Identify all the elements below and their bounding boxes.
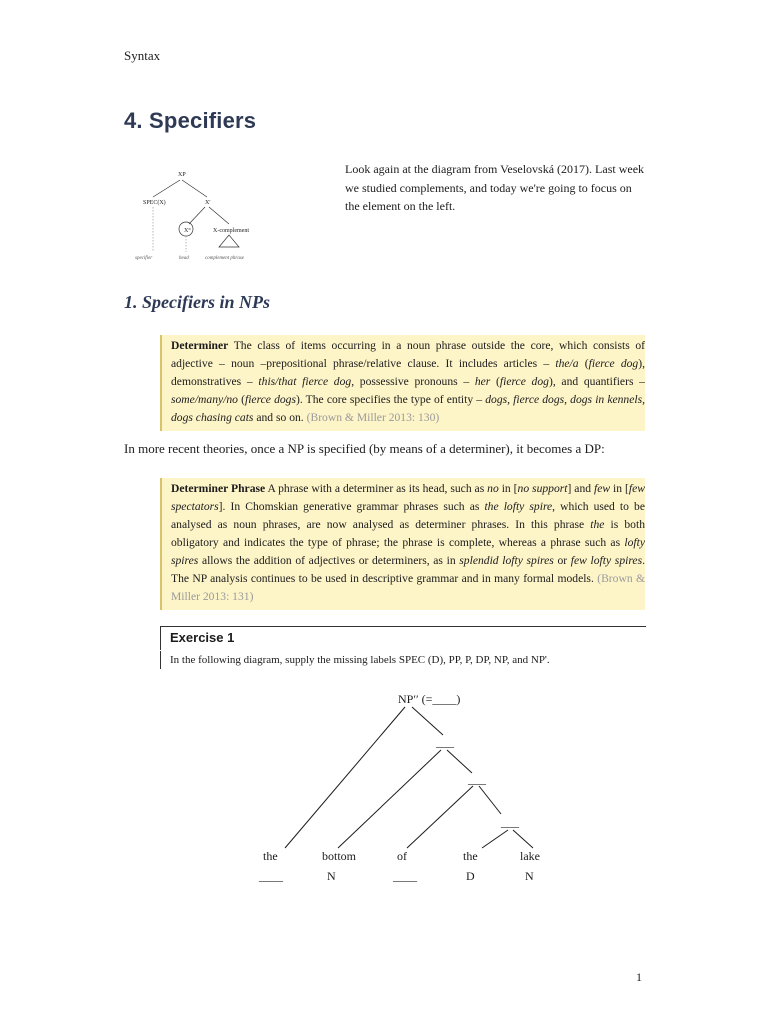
exercise-instruction: In the following diagram, supply the missing labels SPEC (D), PP, P, DP, NP, and NP'.: [160, 651, 550, 669]
determiner-term: Determiner: [171, 339, 229, 352]
tree-edge-n2-n3: [479, 786, 501, 814]
tree-tag-blank-2: ____: [393, 869, 417, 883]
running-header: Syntax: [124, 48, 161, 63]
tree-node-blank-3: ___: [501, 815, 519, 829]
fig-edge-xp-spec: [153, 180, 180, 197]
tree-edge-n1-bottom: [338, 750, 441, 848]
tree-word-the-1: the: [263, 849, 278, 863]
tree-tag-n-2: N: [525, 869, 534, 883]
tree-node-blank-2: ___: [468, 772, 486, 786]
fig-comp-label: X-complement: [213, 228, 249, 234]
determiner-citation: (Brown & Miller 2013: 130): [306, 411, 440, 424]
tree-word-of: of: [397, 849, 407, 863]
tree-edge-n2-of: [407, 786, 473, 848]
tree-node-blank-1: ___: [436, 735, 454, 749]
tree-word-lake: lake: [520, 849, 540, 863]
tree-tag-blank-1: ____: [259, 869, 283, 883]
tree-edge-n3-lake: [513, 830, 533, 848]
fig-edge-xbar-head: [189, 207, 205, 224]
fig-edge-xbar-comp: [209, 207, 229, 224]
intro-paragraph: Look again at the diagram from Veselovská (2017). Last week we studied complements, and today we're going to focus on the element on the left.: [345, 162, 645, 213]
fig-specifier-caption: specifier: [135, 256, 153, 261]
fig-head-caption: head: [179, 256, 189, 261]
tree-edge-root-the: [285, 707, 405, 848]
fig-edge-xp-xbar: [182, 180, 207, 197]
tree-tag-n-1: N: [327, 869, 336, 883]
fig-comp-triangle: [219, 235, 239, 247]
exercise-title: Exercise 1: [160, 626, 646, 650]
dp-intro-paragraph: In more recent theories, once a NP is specified (by means of a determiner), it becomes a DP:: [124, 441, 605, 456]
tree-tag-d: D: [466, 869, 475, 883]
determiner-definition-box: Determiner The class of items occurring in a noun phrase outside the core, which consists of adjective – noun –prepositional phrase/relative clause. It includes articles – the/a (fierce dog), demonstratives – this/that fierce dog, possessive pronouns – her (fierce dog), and quantifiers – some/many/no (fierce dogs). The core specifies the type of entity – dogs, fierce dogs, dogs in kennels, dogs chasing cats and so on. (Brown & Miller 2013: 130): [160, 335, 645, 431]
page-number: 1: [636, 970, 642, 984]
tree-root-label: NP′′ (=____): [398, 692, 461, 706]
xbar-schema-figure: [133, 165, 273, 265]
fig-xp-label: XP: [178, 172, 186, 178]
exercise-tree-diagram: [200, 680, 580, 890]
tree-edge-n3-the: [482, 830, 508, 848]
fig-spec-label: SPEC(X): [143, 200, 166, 206]
dp-citation: (Brown & Miller 2013: 131): [171, 572, 645, 603]
chapter-title: 4. Specifiers: [124, 108, 257, 133]
tree-word-the-2: the: [463, 849, 478, 863]
tree-edge-n1-n2: [447, 750, 472, 773]
fig-complement-caption: complement phrase: [205, 256, 245, 261]
dp-term: Determiner Phrase: [171, 482, 266, 495]
fig-xbar-label: X': [205, 200, 211, 206]
dp-definition-box: Determiner Phrase A phrase with a determiner as its head, such as no in [no support] and few in [few spectators]. In Chomskian generative grammar phrases such as the lofty spire, which used to be analysed as noun phrases, are now analysed as determiner phrases. In this phrase the is both obligatory and indicates the type of phrase; the phrase is complete, whereas a phrase such as lofty spires allows the addition of adjectives or determiners, as in splendid lofty spires or few lofty spires. The NP analysis continues to be used in descriptive grammar and in many formal models. (Brown & Miller 2013: 131): [160, 478, 645, 610]
tree-word-bottom: bottom: [322, 849, 357, 863]
fig-head-label: X°: [184, 228, 191, 234]
section-title: 1. Specifiers in NPs: [124, 292, 270, 312]
tree-edge-root-n1: [412, 707, 443, 735]
